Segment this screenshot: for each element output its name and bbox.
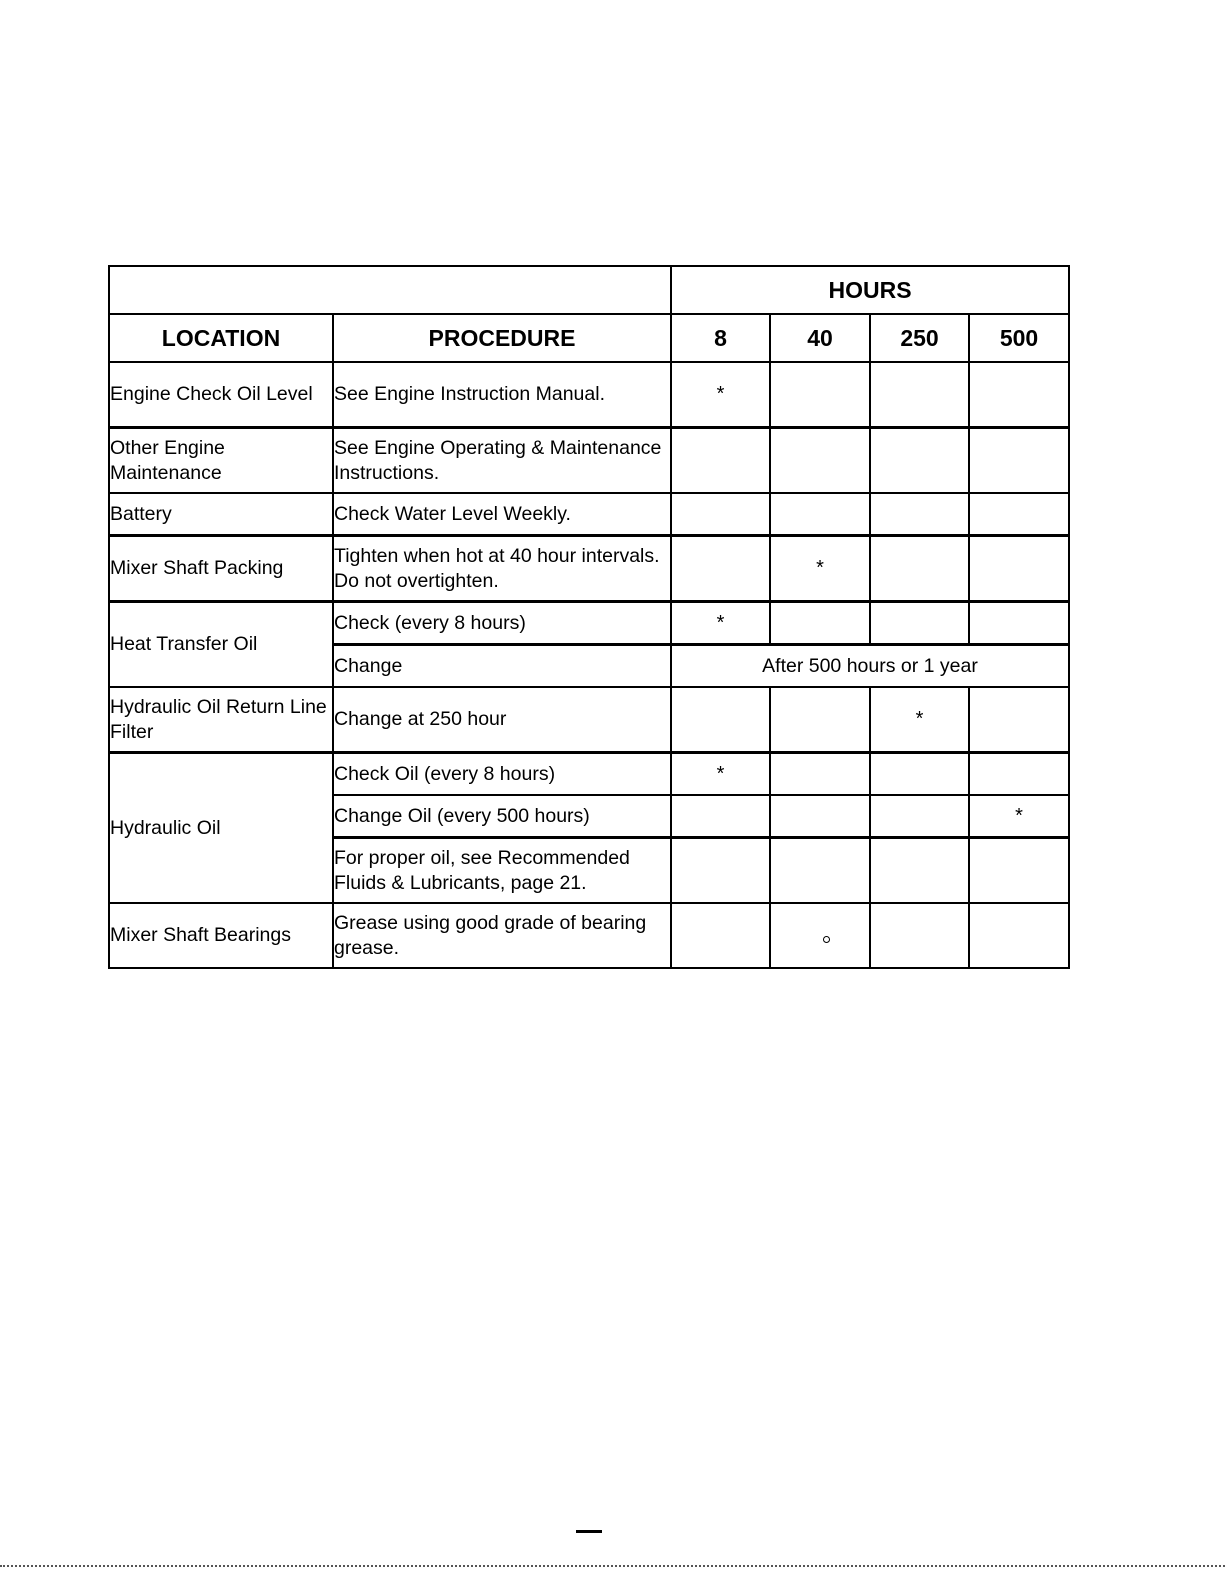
hour-mark-cell: [671, 903, 770, 968]
hour-mark-cell: [969, 428, 1069, 494]
hour-mark-cell: [770, 795, 870, 838]
table-row: [109, 493, 1069, 536]
hour-mark-cell: [870, 536, 969, 602]
hour-mark-cell: [969, 493, 1069, 536]
procedure-cell: Change: [333, 645, 671, 688]
hour-mark-cell: [671, 687, 770, 753]
hour-mark-cell: [671, 838, 770, 904]
location-cell: Battery: [109, 493, 333, 536]
hour-mark-cell: [969, 753, 1069, 796]
hour-mark-cell: [671, 795, 770, 838]
procedure-cell: Check Oil (every 8 hours): [333, 753, 671, 796]
table-row: [109, 903, 1069, 968]
procedure-cell: For proper oil, see Recommended Fluids & Lubricants, page 21.: [333, 838, 671, 904]
hour-mark-cell: [671, 428, 770, 494]
table-row: [109, 428, 1069, 494]
hour-mark-cell: [969, 903, 1069, 968]
procedure-cell: Grease using good grade of bearing grease.: [333, 903, 671, 968]
location-cell: Mixer Shaft Packing: [109, 536, 333, 602]
table-row: [109, 687, 1069, 753]
hour-mark-cell: *: [671, 753, 770, 796]
hour-col-header: 40: [770, 314, 870, 362]
hour-mark-cell: [969, 687, 1069, 753]
hour-mark-cell: [870, 428, 969, 494]
procedure-cell: See Engine Operating & Maintenance Instructions.: [333, 428, 671, 494]
table-row: [109, 753, 1069, 796]
header-row-hours: [109, 266, 1069, 314]
location-cell: Engine Check Oil Level: [109, 362, 333, 428]
hour-mark-cell: [770, 428, 870, 494]
hour-mark-cell: *: [671, 362, 770, 428]
procedure-cell: Change Oil (every 500 hours): [333, 795, 671, 838]
procedure-cell: Tighten when hot at 40 hour intervals. Do not overtighten.: [333, 536, 671, 602]
hour-mark-cell: *: [671, 602, 770, 645]
procedure-cell: Check (every 8 hours): [333, 602, 671, 645]
hour-mark-cell: [870, 493, 969, 536]
location-cell: Hydraulic Oil Return Line Filter: [109, 687, 333, 753]
table-row: [109, 602, 1069, 645]
hour-mark-cell: [671, 536, 770, 602]
hour-mark-cell: [770, 362, 870, 428]
hour-mark-cell: [870, 795, 969, 838]
table-row: [109, 362, 1069, 428]
hour-mark-cell: *: [770, 536, 870, 602]
procedure-header: PROCEDURE: [333, 314, 671, 362]
hour-mark-cell: [770, 687, 870, 753]
hour-mark-cell: [770, 903, 870, 968]
hour-mark-cell: [770, 493, 870, 536]
hour-mark-cell: [870, 903, 969, 968]
hour-mark-cell: [969, 838, 1069, 904]
maintenance-schedule-table: [108, 265, 1070, 969]
hour-col-header: 8: [671, 314, 770, 362]
hour-mark-cell: [671, 493, 770, 536]
hour-mark-cell: [770, 838, 870, 904]
hour-mark-cell: [870, 362, 969, 428]
hour-mark-cell: [770, 602, 870, 645]
page-number-dash: [576, 1530, 602, 1533]
hour-mark-cell: [870, 838, 969, 904]
page-bottom-rule: [0, 1565, 1225, 1567]
hour-mark-cell: [870, 753, 969, 796]
location-cell: Mixer Shaft Bearings: [109, 903, 333, 968]
hour-col-header: 250: [870, 314, 969, 362]
location-cell: Other Engine Maintenance: [109, 428, 333, 494]
procedure-cell: Check Water Level Weekly.: [333, 493, 671, 536]
hour-mark-cell: [969, 602, 1069, 645]
hours-header: HOURS: [671, 266, 1069, 314]
hour-mark-cell: [969, 536, 1069, 602]
procedure-cell: Change at 250 hour: [333, 687, 671, 753]
hour-col-header: 500: [969, 314, 1069, 362]
procedure-cell: See Engine Instruction Manual.: [333, 362, 671, 428]
hour-mark-cell: *: [969, 795, 1069, 838]
circle-icon: [823, 936, 830, 943]
hour-mark-cell: [870, 602, 969, 645]
hour-mark-cell: [770, 753, 870, 796]
hour-mark-cell: *: [870, 687, 969, 753]
location-cell: Hydraulic Oil: [109, 753, 333, 904]
header-row-columns: [109, 314, 1069, 362]
location-header: LOCATION: [109, 314, 333, 362]
hour-mark-cell: [969, 362, 1069, 428]
interval-span-cell: After 500 hours or 1 year: [671, 645, 1069, 688]
header-blank-cell: [109, 266, 671, 314]
location-cell: Heat Transfer Oil: [109, 602, 333, 688]
table-row: [109, 536, 1069, 602]
